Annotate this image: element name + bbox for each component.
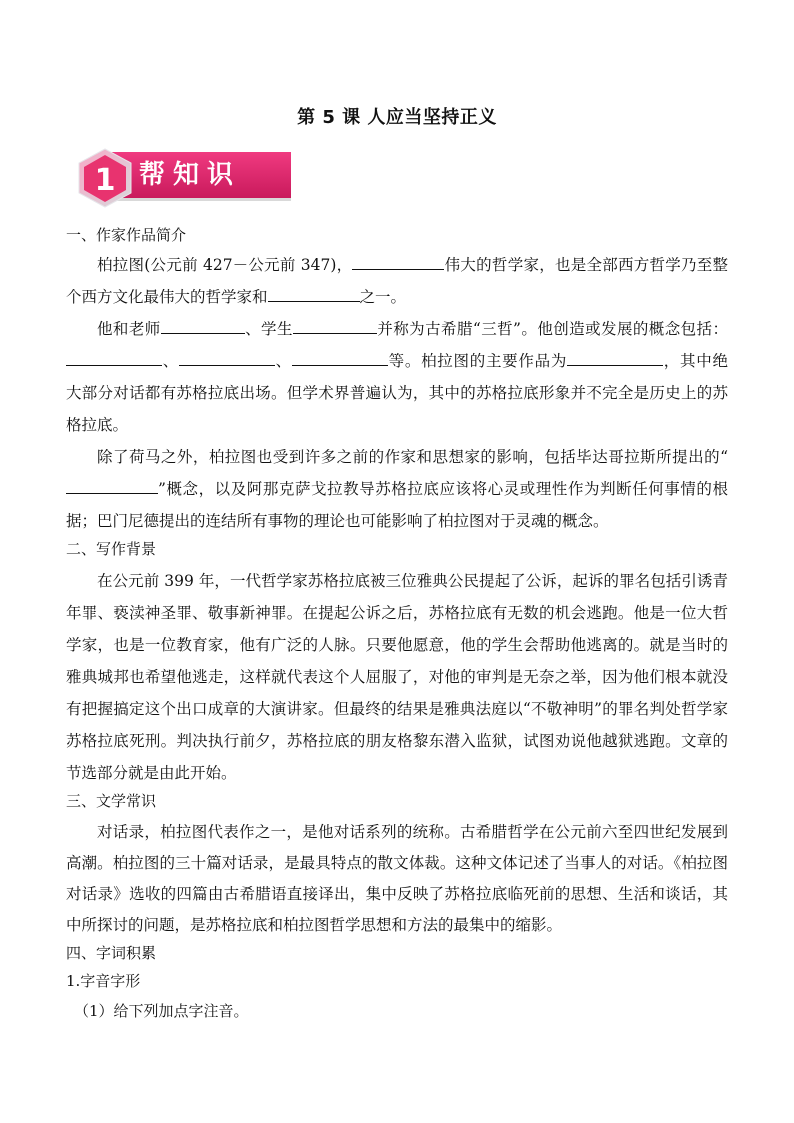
section-heading-literature: 三、文学常识 (66, 792, 157, 810)
paragraph-influences (66, 441, 728, 537)
text-run: 柏拉图(公元前 427－公元前 347)， (97, 256, 353, 274)
text-run: 他和老师 (97, 320, 161, 338)
text-run: 伟大的哲学家，也是全部西方哲学乃至整个西方文化最伟大的哲学家和 (66, 256, 728, 306)
paragraph-background: 在公元前 399 年，一代哲学家苏格拉底被三位雅典公民提起了公诉，起诉的罪名包括引诱青年罪、亵渎神圣罪、敬事新神罪。在提起公诉之后，苏格拉底有无数的机会逃跑。他是一位大哲学家，也是一位教育家，他有广泛的人脉。只要他愿意，他的学生会帮助他逃离的。就是当时的雅典城邦也希望他逃走，这样就代表这个人屈服了，对他的审判是无奈之举，因为他们根本就没有把握搞定这个出口成章的大演讲家。但最终的结果是雅典法庭以“不敬神明”的罪名判处哲学家苏格拉底死刑。判决执行前夕，苏格拉底的朋友格黎东潜入监狱，试图劝说他越狱逃跑。文章的节选部分就是由此开始。 (66, 572, 728, 782)
paragraph-author-concepts (66, 313, 728, 441)
fill-blank[interactable] (66, 492, 158, 494)
section-heading-background: 二、写作背景 (66, 540, 157, 558)
banner-shadow (101, 198, 291, 201)
text-run: ”概念，以及阿那克萨戈拉教导苏格拉底应该将心灵或理性作为判断任何事情的根据；巴门尼德提出的连结所有事物的理论也可能影响了柏拉图对于灵魂的概念。 (66, 480, 728, 530)
lesson-title: 第 5 课 人应当坚持正义 (297, 107, 497, 128)
badge-number: 1 (94, 163, 116, 198)
fill-blank[interactable] (292, 364, 388, 366)
paragraph-author-intro (66, 249, 728, 313)
banner-label: 帮知识 (139, 160, 242, 190)
fill-blank[interactable] (161, 332, 245, 334)
text-run: 、 (274, 352, 292, 370)
section-banner (75, 147, 291, 211)
fill-blank[interactable] (66, 364, 162, 366)
fill-blank[interactable] (293, 332, 377, 334)
text-run: 等。柏拉图的主要作品为 (387, 352, 568, 370)
paragraph-literature: 对话录，柏拉图代表作之一，是他对话系列的统称。古希腊哲学在公元前六至四世纪发展到高潮。柏拉图的三十篇对话录，是最具特点的散文体裁。这种文体记述了当事人的对话。《柏拉图对话录》选收的四篇由古希腊语直接译出，集中反映了苏格拉底临死前的思想、生活和谈话，其中所探讨的问题，是苏格拉底和柏拉图哲学思想和方法的最集中的缩影。 (66, 823, 728, 934)
text-run: ，其中绝大部分对话都有苏格拉底出场。但学术界普遍认为，其中的苏格拉底形象并不完全是历史上的苏格拉底。 (66, 352, 728, 434)
text-run: 、 (162, 352, 179, 370)
fill-blank[interactable] (567, 364, 663, 366)
section-heading-vocabulary: 四、字词积累 (66, 944, 157, 962)
main-content (66, 223, 728, 1025)
fill-blank[interactable] (352, 268, 444, 270)
text-run: 除了荷马之外，柏拉图也受到许多之前的作家和思想家的影响，包括毕达哥拉斯所提出的“ (97, 448, 728, 466)
fill-blank[interactable] (268, 300, 360, 302)
text-run: 并称为古希腊“三哲”。他创造或发展的概念包括： (376, 320, 728, 338)
fill-blank[interactable] (179, 364, 275, 366)
section-heading-authors: 一、作家作品简介 (66, 226, 187, 244)
text-run: 之一。 (359, 288, 407, 306)
subheading-pronunciation: 1.字音字形 (66, 972, 141, 990)
exercise-instruction: （1）给下列加点字注音。 (74, 1002, 249, 1020)
text-run: 、学生 (244, 320, 293, 338)
